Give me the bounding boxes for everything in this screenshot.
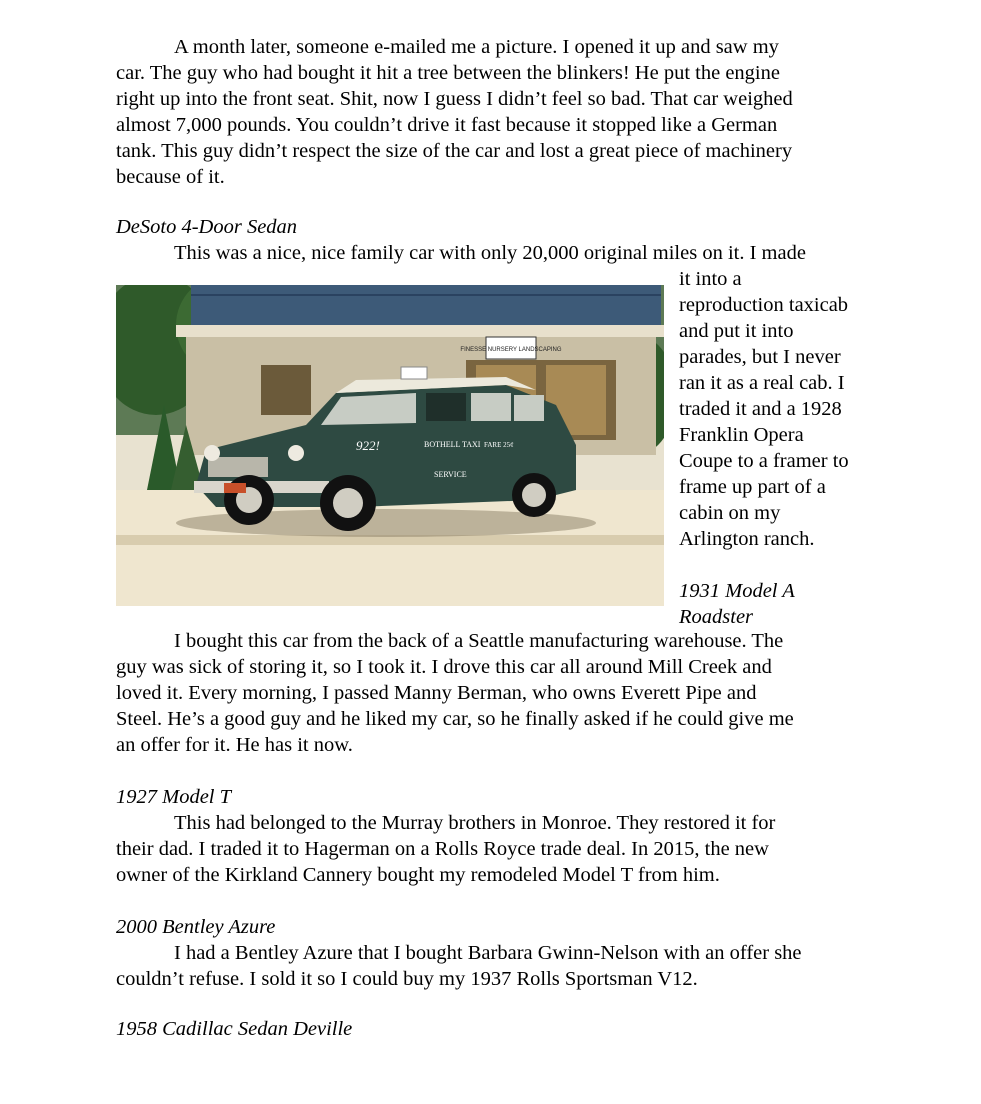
side-line: traded it and a 1928 [679, 398, 842, 420]
model-a-line: I bought this car from the back of a Seattle manufacturing warehouse. The [174, 630, 784, 652]
bentley-line: I had a Bentley Azure that I bought Barbara Gwinn-Nelson with an offer she [174, 942, 802, 964]
side-line: Franklin Opera [679, 424, 804, 446]
desoto-first-line: This was a nice, nice family car with only 20,000 original miles on it. I made [174, 242, 806, 264]
model-a-line: Steel. He’s a good guy and he liked my car, so he finally asked if he could give me [116, 708, 794, 730]
intro-line: because of it. [116, 166, 225, 188]
side-line: it into a [679, 268, 742, 290]
model-t-heading: 1927 Model T [116, 786, 232, 808]
cab-door-text-1: BOTHELL TAXI [424, 440, 481, 449]
side-line: parades, but I never [679, 346, 841, 368]
cab-fare-text: FARE 25¢ [484, 441, 514, 449]
bentley-line: couldn’t refuse. I sold it so I could buy my 1937 Rolls Sportsman V12. [116, 968, 698, 990]
model-a-heading: 1931 Model A [679, 580, 795, 602]
model-a-line: guy was sick of storing it, so I took it. I drove this car all around Mill Creek and [116, 656, 772, 678]
model-t-paragraph [116, 810, 876, 888]
side-line: Arlington ranch. [679, 528, 815, 550]
taxicab-photo [116, 285, 664, 606]
model-a-heading-2: Roadster [679, 606, 754, 628]
bentley-heading: 2000 Bentley Azure [116, 916, 276, 938]
cab-door-text-2: SERVICE [434, 470, 467, 479]
model-t-line: their dad. I traded it to Hagerman on a Rolls Royce trade deal. In 2015, the new [116, 838, 769, 860]
intro-line: right up into the front seat. Shit, now I guess I didn’t feel so bad. That car weighed [116, 88, 793, 110]
cadillac-heading: 1958 Cadillac Sedan Deville [116, 1018, 353, 1040]
model-a-line: an offer for it. He has it now. [116, 734, 353, 756]
cab-number: 922! [356, 438, 380, 453]
model-a-line: loved it. Every morning, I passed Manny Berman, who owns Everett Pipe and [116, 682, 757, 704]
desoto-heading: DeSoto 4-Door Sedan [116, 216, 298, 238]
intro-paragraph [116, 34, 876, 190]
model-t-line: This had belonged to the Murray brothers in Monroe. They restored it for [174, 812, 776, 834]
bentley-paragraph [116, 940, 876, 992]
side-line: and put it into [679, 320, 794, 342]
model-t-line: owner of the Kirkland Cannery bought my remodeled Model T from him. [116, 864, 720, 886]
intro-line: tank. This guy didn’t respect the size of the car and lost a great piece of machinery [116, 140, 793, 162]
side-line: frame up part of a [679, 476, 826, 498]
intro-line: A month later, someone e-mailed me a picture. I opened it up and saw my [174, 36, 779, 58]
desoto-side-text [679, 266, 879, 630]
side-line: Coupe to a framer to [679, 450, 849, 472]
model-a-paragraph [116, 628, 876, 758]
nursery-sign: FINESSE NURSERY LANDSCAPING [460, 347, 562, 353]
intro-line: almost 7,000 pounds. You couldn’t drive it fast because it stopped like a German [116, 114, 778, 136]
side-line: cabin on my [679, 502, 781, 524]
side-line: reproduction taxicab [679, 294, 849, 316]
side-line: ran it as a real cab. I [679, 372, 845, 394]
intro-line: car. The guy who had bought it hit a tree between the blinkers! He put the engine [116, 62, 780, 84]
